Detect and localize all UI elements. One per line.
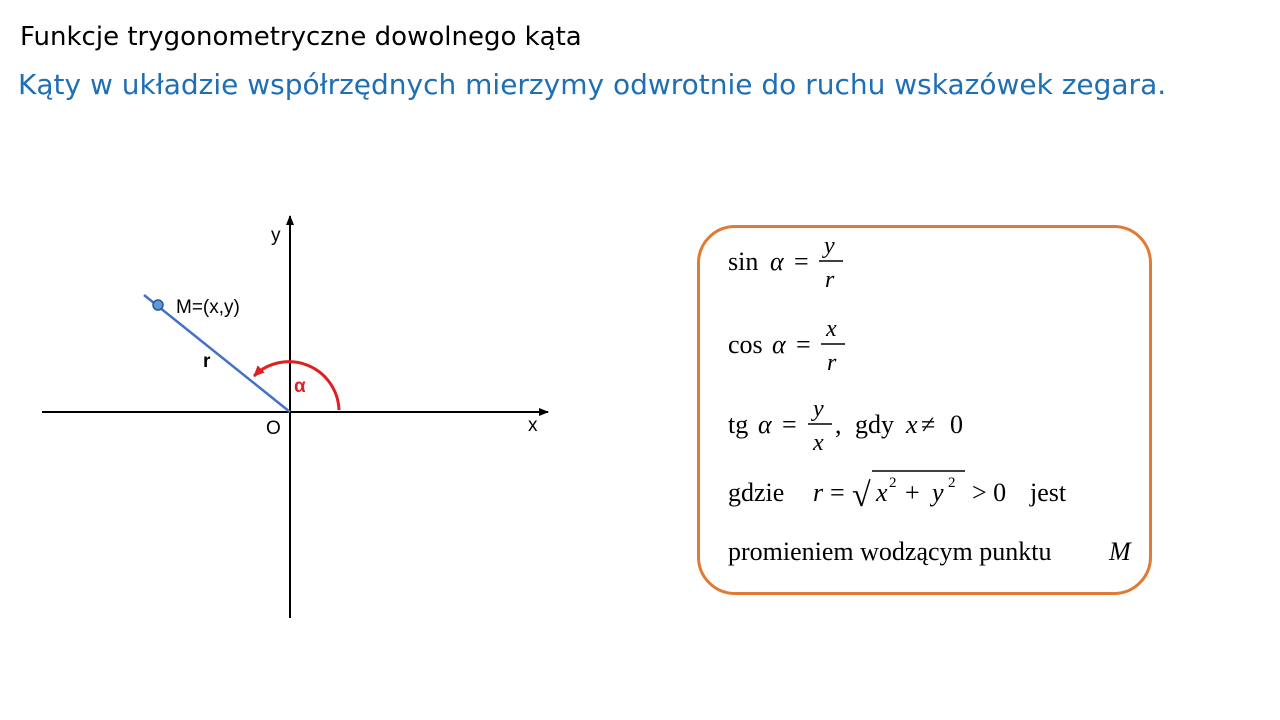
fraction-denominator: x bbox=[813, 430, 824, 456]
equals-sign: = bbox=[830, 478, 845, 507]
y-exponent: 2 bbox=[948, 475, 956, 491]
angle-label: α bbox=[294, 376, 306, 397]
point-label: M=(x,y) bbox=[176, 297, 240, 318]
comma: , bbox=[835, 410, 842, 439]
tg-label: tg bbox=[728, 410, 749, 439]
zero-value: 0 bbox=[950, 410, 963, 439]
radius-description bbox=[728, 537, 1132, 566]
m-variable: M bbox=[1109, 537, 1131, 566]
y-base: y bbox=[932, 478, 944, 507]
x-exponent: 2 bbox=[889, 475, 897, 491]
point-m bbox=[153, 300, 163, 310]
alpha-symbol: α bbox=[758, 410, 772, 439]
alpha-symbol: α bbox=[772, 330, 786, 359]
x-variable: x bbox=[906, 410, 918, 439]
fraction-numerator: x bbox=[826, 316, 837, 342]
x-base: x bbox=[876, 478, 888, 507]
gdy-word: gdy bbox=[855, 410, 894, 439]
jest-word: jest bbox=[1030, 478, 1067, 507]
gdzie-word: gdzie bbox=[728, 478, 785, 507]
cos-formula bbox=[728, 316, 845, 376]
slide-title: Funkcje trygonometryczne dowolnego kąta bbox=[20, 22, 582, 52]
fraction-denominator: r bbox=[825, 267, 835, 293]
greater-than-zero: > 0 bbox=[972, 478, 1007, 507]
equals-sign: = bbox=[796, 330, 811, 359]
cos-label: cos bbox=[728, 330, 763, 359]
alpha-symbol: α bbox=[770, 247, 784, 276]
sqrt-sign: √ bbox=[852, 477, 871, 514]
formulas bbox=[700, 228, 1149, 592]
promieniem-text: promieniem wodzącym punktu bbox=[728, 537, 1052, 566]
tg-formula bbox=[728, 396, 963, 456]
fraction-numerator: y bbox=[813, 396, 824, 422]
origin-label: O bbox=[266, 418, 281, 439]
fraction-numerator: y bbox=[824, 233, 835, 259]
r-variable: r bbox=[813, 478, 824, 507]
equals-sign: = bbox=[794, 247, 809, 276]
sin-formula bbox=[728, 233, 843, 293]
not-equal-sign: ≠ bbox=[921, 410, 936, 439]
slide-subtitle: Kąty w układzie współrzędnych mierzymy odwrotnie do ruchu wskazówek zegara. bbox=[18, 68, 1167, 101]
sin-label: sin bbox=[728, 247, 759, 276]
radius-label: r bbox=[203, 351, 211, 372]
y-axis-label: y bbox=[271, 225, 281, 246]
plus-sign: + bbox=[905, 478, 920, 507]
radius-formula bbox=[728, 471, 1067, 514]
x-axis-label: x bbox=[528, 415, 538, 436]
formula-box bbox=[697, 225, 1152, 595]
fraction-denominator: r bbox=[827, 350, 837, 376]
equals-sign: = bbox=[782, 410, 797, 439]
